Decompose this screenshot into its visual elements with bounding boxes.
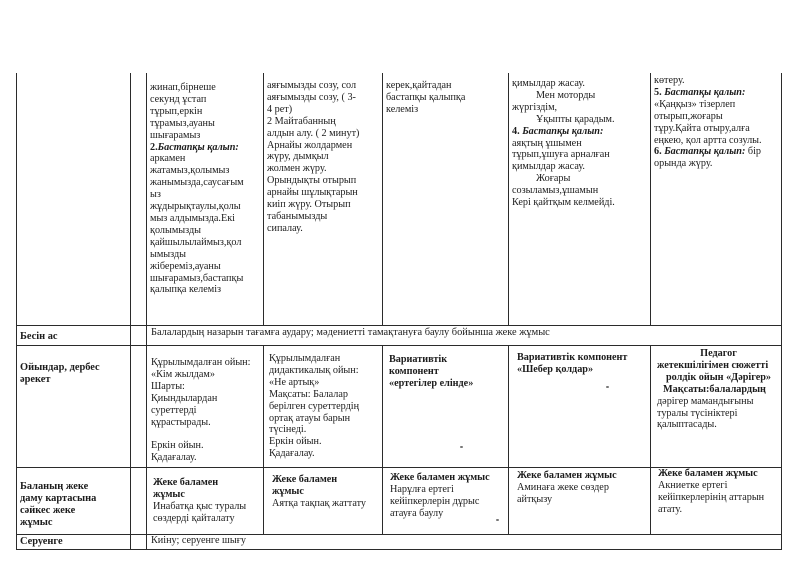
games-cell-col2: Құрылымдалған ойын: «Кім жылдам» Шарты: Қиындылардан суреттерді құрастырады. Еркін ойын. Қадағалау.	[151, 357, 251, 464]
table-divider	[263, 345, 264, 534]
top-cell-col3: аяғымызды созу, сол аяғымызды созу, ( 3- 4 рет) 2 Майтабанның алдын алу. ( 2 минут) Арнайы жолдармен жүру, дымқыл жолмен жүру. Орындықты отырып арнайы шұлықтарын киіп жүру. Отырып табанымызды сипалау.	[267, 80, 360, 234]
table-divider	[382, 73, 383, 325]
table-border-right	[781, 73, 782, 549]
scan-speck	[496, 519, 499, 521]
top-cell-col6: көтеру. 5. Бастапқы қалып: «Қаңқыз» тізерлеп отырып,жоғары тұру.Қайта отыру,алға еңкею, қол артта созулы. 6. Бастапқы қалып: бір орында жүру.	[654, 75, 762, 170]
table-border-bottom	[16, 549, 782, 550]
top-cell-col2: жинап,бірнеше секунд ұстап тұрып,еркін тұрамыз,ауаны шығарамыз 2.Бастапқы қалып: аркамен жатамыз,қолымыз жанымызда,саусағым ыз жұдырықтаулы,қолы мыз алдымызда.Екі қолымызды қайшылылаймыз,қол ымызды жібереміз,ауаны шығарамыз,бастапқы қалыпқа келеміз	[150, 82, 244, 296]
individual-cell-col3: Жеке баламен жұмыс Аятқа тақпақ жаттату	[272, 474, 367, 509]
row-label-games: Ойындар, дербес әрекет	[20, 362, 100, 385]
individual-cell-col4: Жеке баламен жұмыс Нарұлға ертегі кейіпкерлерін дұрыс атауға баулу	[390, 472, 490, 519]
row-label-walk: Серуенге	[20, 536, 63, 547]
games-cell-col6: Педагог жетекшілігімен сюжетті ролдік ойын «Дәрігер» Мақсаты:балалардың дәрігер мамандығыны туралы түсініктері қалыптасады.	[657, 348, 771, 431]
table-divider	[130, 73, 131, 549]
table-divider	[650, 73, 651, 325]
row-divider	[16, 345, 782, 346]
individual-cell-col6: Жеке баламен жұмыс Акниетке ертегі кейіпкерлерінің аттарын атату.	[658, 468, 765, 515]
table-divider	[508, 73, 509, 325]
games-cell-col4: Вариативтік компонент «ертегілер елінде»	[389, 354, 474, 389]
table-divider	[146, 73, 147, 549]
scan-speck	[460, 446, 463, 448]
individual-cell-col5: Жеке баламен жұмыс Аминаға жеке сөздер айтқызу	[517, 470, 617, 505]
table-divider	[508, 345, 509, 534]
top-cell-col4: керек,қайтадан бастапқы қалыпқа келеміз	[386, 80, 466, 115]
lunch-text: Балалардың назарын тағамға аудару; мәдениетті тамақтануға баулу бойынша жеке жұмыс	[151, 327, 550, 338]
row-divider	[16, 325, 782, 326]
scan-speck	[606, 386, 609, 388]
top-cell-col5: қимылдар жасау. Мен моторды жүргіздім, Ұқыпты қарадым. 4. Бастапқы қалып: аяқтың ұшымен тұрып,ұшуға арналған қимылдар жасау. Жоғары созыламыз,ұшамын Кері қайтқым келмейді.	[512, 78, 615, 209]
table-divider	[263, 73, 264, 325]
games-cell-col5: Вариативтік компонент «Шебер қолдар»	[517, 352, 628, 375]
row-label-individual: Баланың жеке даму картасына сәйкес жеке жұмыс	[20, 481, 97, 528]
table-divider	[650, 345, 651, 534]
walk-text: Киіну; серуенге шығу	[151, 535, 246, 546]
games-cell-col3: Құрылымдалған дидактикалық ойын: «Не артық» Мақсаты: Балалар берілген суреттердің ортақ атауы барын түсінеді. Еркін ойын. Қадағалау.	[269, 353, 360, 460]
individual-cell-col2: Жеке баламен жұмыс Инабатқа қыс туралы сөздерді қайталату	[153, 477, 247, 524]
table-divider	[382, 345, 383, 534]
row-label-lunch: Бесін ас	[20, 331, 58, 342]
table-border-left	[16, 73, 17, 549]
